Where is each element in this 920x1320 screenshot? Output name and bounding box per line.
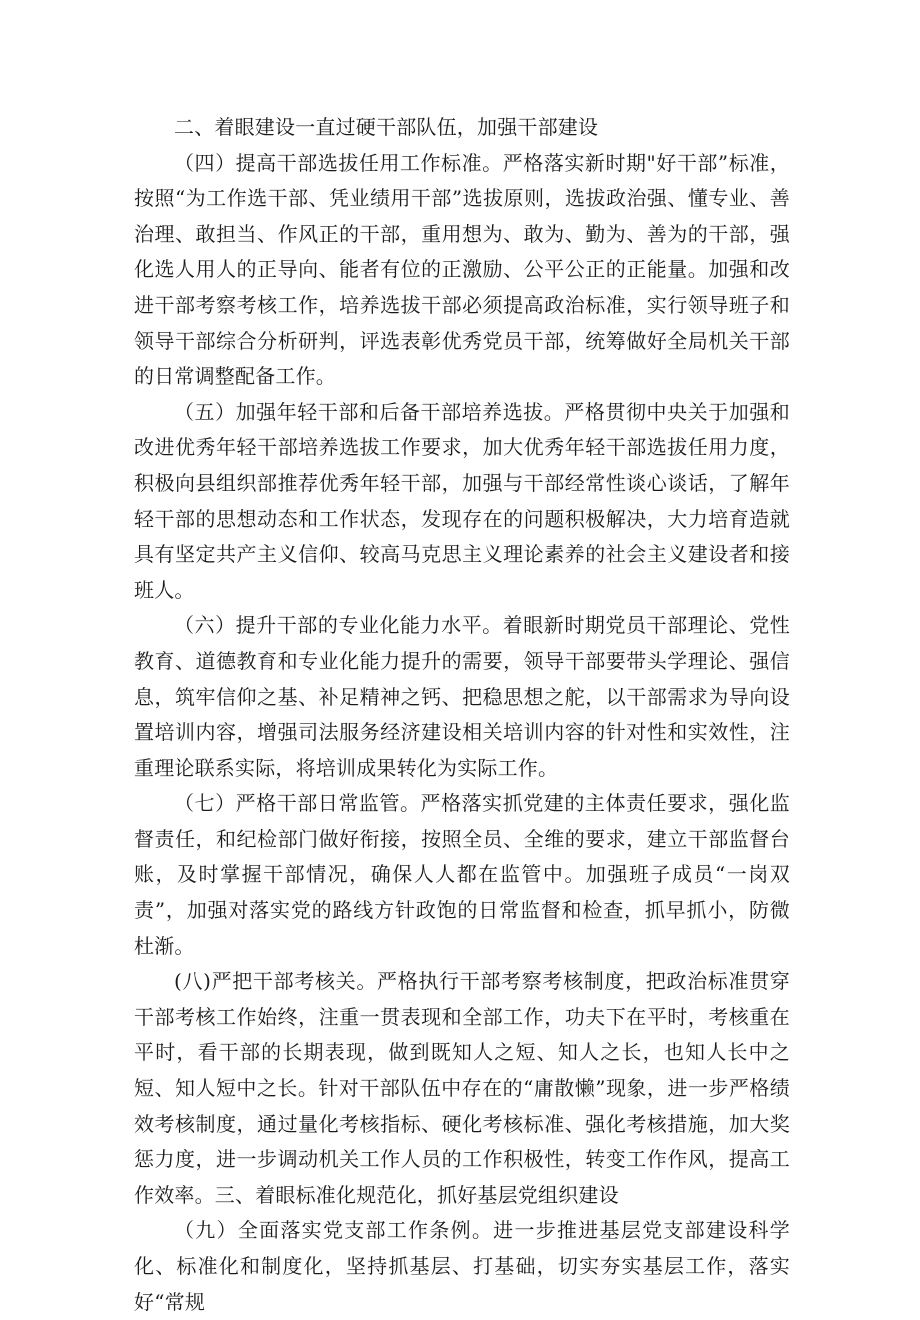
paragraph-7: （七）严格干部日常监管。严格落实抓党建的主体责任要求，强化监督责任，和纪检部门做好衔接，按照全员、全维的要求，建立干部监督台账，及时掌握干部情况，确保人人都在监管中。加强班子成员“一岗双责”，加强对落实党的路线方针政饱的日常监督和检查，抓早抓小，防微杜渐。 <box>134 791 790 958</box>
paragraph-9: （九）全面落实党支部工作条例。进一步推进基层党支部建设科学化、标准化和制度化，坚持抓基层、打基础，切实夯实基层工作，落实好“常规 <box>134 1218 790 1314</box>
paragraph-4: （四）提高干部选拔任用工作标准。严格落实新时期"好干部”标准，按照“为工作选干部、凭业绩用干部”选拔原则，选拔政治强、懂专业、善治理、敢担当、作风正的干部，重用想为、敢为、勤为、善为的干部，强化选人用人的正导向、能者有位的正激励、公平公正的正能量。加强和改进干部考察考核工作，培养选拔干部必须提高政治标准，实行领导班子和领导干部综合分析研判，评选表彰优秀党员干部，统筹做好全局机关干部的日常调整配备工作。 <box>134 150 790 389</box>
document-body <box>134 110 790 1320</box>
paragraph-8: (八)严把干部考核关。严格执行干部考察考核制度，把政治标准贯穿干部考核工作始终，注重一贯表现和全部工作，功夫下在平时，考核重在平时，看干部的长期表现，做到既知人之短、知人之长，也知人长中之短、知人短中之长。针对干部队伍中存在的“庸散懒”现象，进一步严格绩效考核制度，通过量化考核指标、硬化考核标准、强化考核措施，加大奖惩力度，进一步调动机关工作人员的工作积极性，转变工作作风，提高工作效率。三、着眼标准化规范化，抓好基层党组织建设 <box>134 969 790 1207</box>
section-heading: 二、着眼建设一直过硬干部队伍，加强干部建设 <box>174 115 599 139</box>
paragraph-5: （五）加强年轻干部和后备干部培养选拔。严格贯彻中央关于加强和改进优秀年轻干部培养选拔工作要求，加大优秀年轻干部选拔任用力度，积极向县组织部推荐优秀年轻干部，加强与干部经常性谈心谈话，了解年轻干部的思想动态和工作状态，发现存在的问题积极解决，大力培育造就具有坚定共产主义信仰、较高马克思主义理论素养的社会主义建设者和接班人。 <box>134 399 790 602</box>
paragraph-6: （六）提升干部的专业化能力水平。着眼新时期党员干部理论、党性教育、道德教育和专业化能力提升的需要，领导干部要带头学理论、强信息，筑牢信仰之基、补足精神之钙、把稳思想之舵，以干部需求为导向设置培训内容，增强司法服务经济建设相关培训内容的针对性和实效性，注重理论联系实际，将培训成果转化为实际工作。 <box>134 613 790 780</box>
